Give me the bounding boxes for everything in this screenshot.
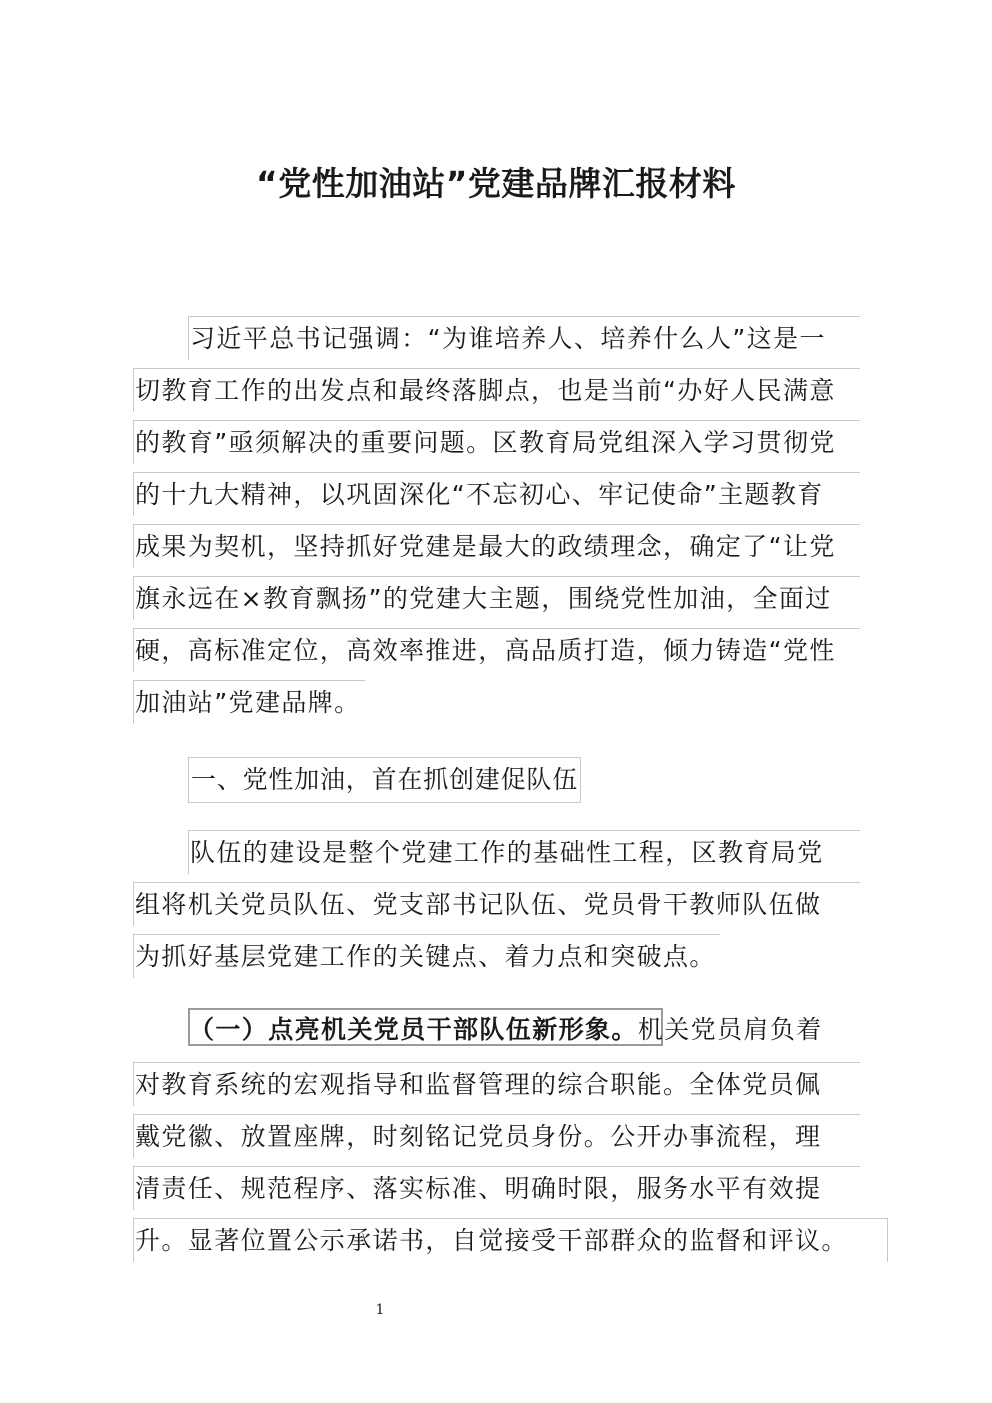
- paragraph-line: 切教育工作的出发点和最终落脚点，也是当前“办好人民满意: [133, 368, 860, 412]
- subsection-heading: （一）点亮机关党员干部队伍新形象。: [189, 1015, 638, 1044]
- subsection-first-line: [188, 1008, 860, 1052]
- paragraph-line: 硬，高标准定位，高效率推进，高品质打造，倾力铸造“党性: [133, 628, 860, 672]
- document-title: “党性加油站”党建品牌汇报材料: [256, 164, 736, 203]
- paragraph-line: 队伍的建设是整个党建工作的基础性工程，区教育局党: [188, 830, 860, 874]
- paragraph-line: 的十九大精神，以巩固深化“不忘初心、牢记使命”主题教育: [133, 472, 860, 516]
- paragraph-line: 旗永远在×教育飘扬”的党建大主题，围绕党性加油，全面过: [133, 576, 860, 620]
- paragraph-line: 的教育”亟须解决的重要问题。区教育局党组深入学习贯彻党: [133, 420, 860, 464]
- paragraph-line: 习近平总书记强调：“为谁培养人、培养什么人”这是一: [188, 316, 860, 360]
- paragraph-line: 加油站”党建品牌。: [133, 680, 365, 724]
- paragraph-line: 成果为契机，坚持抓好党建是最大的政绩理念，确定了“让党: [133, 524, 860, 568]
- page-number: 1: [375, 1302, 385, 1318]
- paragraph-line: 升。显著位置公示承诺书，自觉接受干部群众的监督和评议。: [133, 1218, 888, 1262]
- paragraph-line: 戴党徽、放置座牌，时刻铭记党员身份。公开办事流程，理: [133, 1114, 860, 1158]
- paragraph-line: 组将机关党员队伍、党支部书记队伍、党员骨干教师队伍做: [133, 882, 860, 926]
- section-heading: 一、党性加油，首在抓创建促队伍: [188, 757, 581, 803]
- paragraph-line: 为抓好基层党建工作的关键点、着力点和突破点。: [133, 934, 720, 978]
- subsection-first-line-rest: 机关党员肩负着: [637, 1015, 823, 1044]
- paragraph-line: 对教育系统的宏观指导和监督管理的综合职能。全体党员佩: [133, 1062, 860, 1106]
- paragraph-line: 清责任、规范程序、落实标准、明确时限，服务水平有效提: [133, 1166, 860, 1210]
